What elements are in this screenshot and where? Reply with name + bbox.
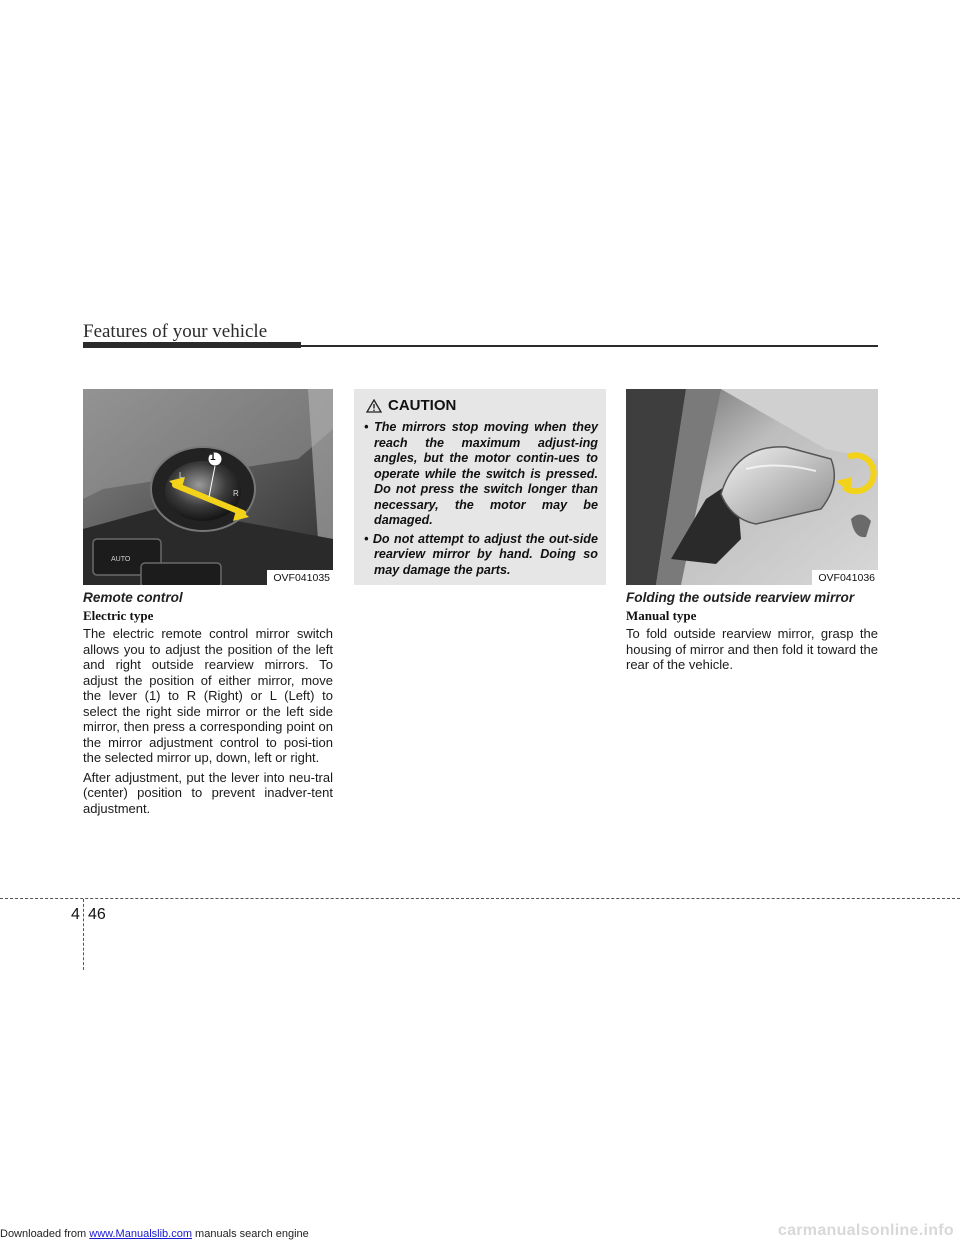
photo-code: OVF041035	[267, 570, 333, 585]
remote-control-section	[83, 590, 333, 816]
lever-label-left: L	[179, 471, 184, 480]
download-notice: Downloaded from www.Manualslib.com manuals search engine	[0, 1228, 309, 1240]
lever-label-right: R	[233, 489, 239, 498]
photo-code: OVF041036	[812, 570, 878, 585]
paragraph: The electric remote control mirror switch allows you to adjust the position of the left and right outside rearview mirrors. To adjust the position of either mirror, move the lever (1) to R (Right) or L (Left) to select the right side mirror or the left side mirror, then press a corresponding point on the mirror adjustment control to posi-tion the selected mirror up, down, left or right.	[83, 626, 333, 765]
header-rule-thin	[300, 345, 878, 347]
watermark: carmanualsonline.info	[777, 1222, 954, 1239]
folding-mirror-photo	[626, 389, 878, 585]
svg-text:AUTO: AUTO	[111, 556, 131, 563]
section-heading: Folding the outside rearview mirror	[626, 590, 855, 605]
section-heading: Remote control	[83, 590, 183, 605]
subheading: Electric type	[83, 608, 154, 623]
callout-number: 1	[210, 452, 216, 463]
mirror-switch-photo	[83, 389, 333, 585]
chapter-number: 4	[71, 906, 80, 923]
caution-box	[354, 389, 606, 585]
footer-dashed-divider	[83, 899, 84, 970]
paragraph: To fold outside rearview mirror, grasp the housing of mirror and then fold it toward the rear of the vehicle.	[626, 626, 878, 672]
section-title: Features of your vehicle	[83, 321, 268, 342]
folding-mirror-section	[626, 590, 878, 673]
footer-dashed-rule	[0, 898, 960, 899]
caution-item: • The mirrors stop moving when they reach the maximum adjust-ing angles, but the motor contin-ues to operate while the switch is pressed. Do not press the switch longer than necessary, the motor may be damaged.	[364, 420, 598, 527]
manualslib-link[interactable]: www.Manualslib.com	[89, 1228, 192, 1240]
page-number: 46	[88, 906, 106, 923]
paragraph: After adjustment, put the lever into neu-tral (center) position to prevent inadver-tent adjustment.	[83, 769, 333, 816]
subheading: Manual type	[626, 608, 697, 623]
warning-triangle-icon	[366, 399, 382, 413]
caution-list	[362, 420, 598, 581]
caution-item: • Do not attempt to adjust the out-side rearview mirror by hand. Doing so may damage the parts.	[364, 531, 598, 577]
caution-title: CAUTION	[388, 397, 457, 414]
header-rule-thick	[83, 342, 301, 348]
